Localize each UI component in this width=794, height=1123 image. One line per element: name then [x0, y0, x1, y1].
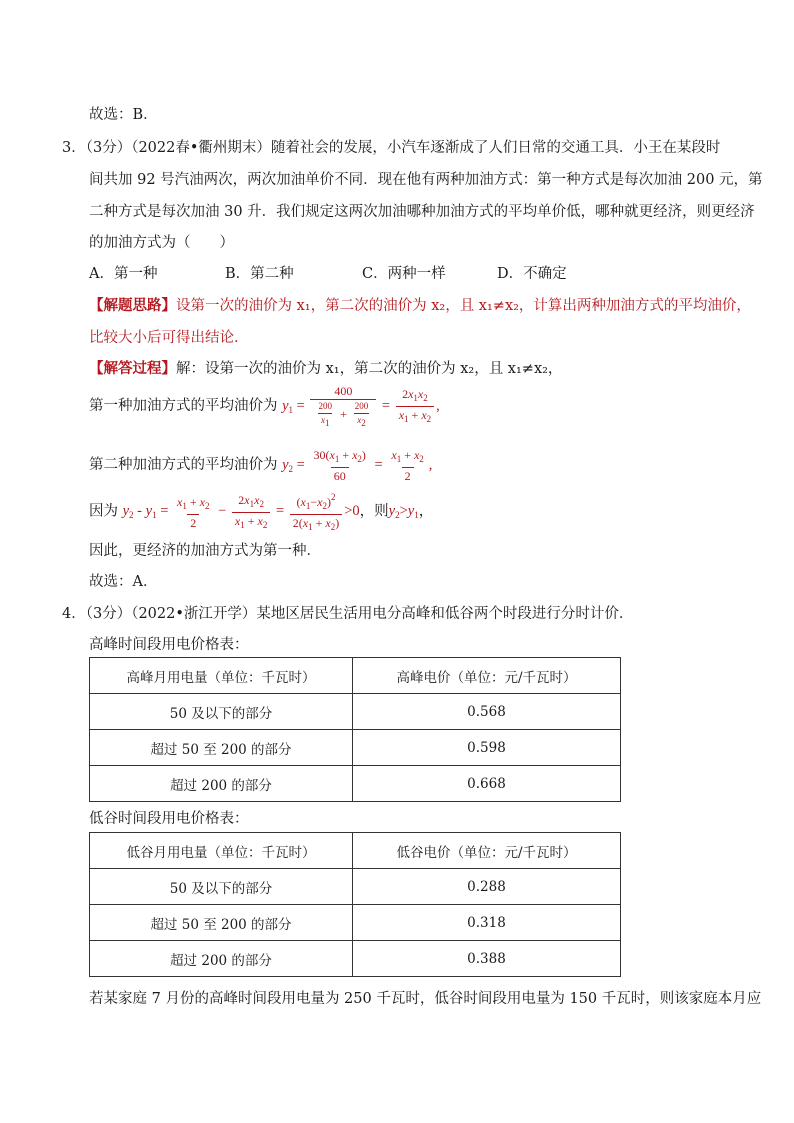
table-row: [90, 730, 621, 766]
q3-conclusion: 因此，更经济的加油方式为第一种．: [89, 543, 321, 559]
q3-then-text: ，则: [359, 503, 389, 520]
q4-number: 4．: [62, 606, 86, 622]
table-row: [90, 941, 621, 977]
table-cell: 0.388: [353, 941, 621, 977]
table-cell: 超过 50 至 200 的部分: [90, 905, 353, 941]
q3-options: [89, 262, 689, 282]
formula-y1: $y_1$ = 400 $\frac{200}{x1}$ + $\frac{200}{x2}$ = $\frac{2x_1x_2}{x_1 + x_2}$ ,: [282, 384, 440, 428]
q3-process-label: 【解答过程】: [89, 360, 176, 377]
q3-because-formula: 因为 $y_2 - y_1$ = $\frac{x_1 + x_2}{2}$ − $\frac{2x_1x_2}{x_1 + x_2}$ = $\frac{(x_1-x_2)^2}{2(x_1 + x_2)}$ >0，则$y_2>y_1$，: [89, 492, 434, 532]
table-cell: 0.288: [353, 869, 621, 905]
q4-valley-table-title: 低谷时间段用电价格表：: [89, 811, 249, 827]
q3-option-b: B．第二种: [225, 266, 294, 282]
q3-first-way-label: 第一种加油方式的平均油价为: [89, 397, 278, 414]
q2-answer: 故选：B．: [89, 107, 158, 123]
q4-stem: [62, 602, 633, 623]
q3-second-way-label: 第二种加油方式的平均油价为: [89, 456, 278, 473]
q4-peak-table-title: 高峰时间段用电价格表：: [89, 637, 249, 653]
table-cell: 0.668: [353, 766, 621, 802]
peak-price-table: [89, 657, 621, 802]
table-cell: 0.568: [353, 694, 621, 730]
q3-idea-line1: [89, 294, 751, 315]
table-row: [90, 905, 621, 941]
q3-answer: 故选：A．: [89, 574, 158, 590]
q3-idea-text: 设第一次的油价为 x₁，第二次的油价为 x₂，且 x₁≠x₂，计算出两种加油方式的平均油价，: [176, 298, 751, 314]
q3-option-c: C．两种一样: [362, 266, 446, 282]
q4-last-line: 若某家庭 7 月份的高峰时间段用电量为 250 千瓦时，低谷时间段用电量为 150 千瓦时，则该家庭本月应: [89, 991, 762, 1007]
q3-meta: （3分）（2022春•衢州期末）: [85, 140, 271, 156]
q3-second-way-formula: [89, 448, 432, 483]
formula-difference: $y_2 - y_1$ = $\frac{x_1 + x_2}{2}$ − $\frac{2x_1x_2}{x_1 + x_2}$ = $\frac{(x_1-x_2)^2}{2(x_1 + x_2)}$ >0: [122, 492, 360, 532]
valley-price-table: [89, 832, 621, 977]
q3-first-way-formula: [89, 384, 440, 429]
table-cell: 50 及以下的部分: [90, 694, 353, 730]
table-header-cell: 高峰电价（单位：元/千瓦时）: [353, 658, 621, 694]
q3-idea-line2: 比较大小后可得出结论．: [89, 330, 249, 346]
table-cell: 超过 50 至 200 的部分: [90, 730, 353, 766]
table-row: [90, 766, 621, 802]
table-cell: 超过 200 的部分: [90, 941, 353, 977]
q3-idea-label: 【解题思路】: [89, 297, 176, 314]
q3-option-a: A．第一种: [89, 266, 158, 282]
table-header-cell: 低谷电价（单位：元/千瓦时）: [353, 833, 621, 869]
table-cell: 超过 200 的部分: [90, 766, 353, 802]
q3-number: 3．: [62, 140, 86, 156]
formula-compare: $y_2>y_1$: [388, 503, 419, 521]
formula-y2: $y_2$ = $\frac{30(x_1 + x_2)}{60}$ = $\frac{x_1 + x_2}{2}$ ,: [282, 448, 433, 483]
table-cell: 50 及以下的部分: [90, 869, 353, 905]
table-row: [90, 694, 621, 730]
q3-because-label: 因为: [89, 503, 118, 520]
q3-process-text: 解：设第一次的油价为 x₁，第二次的油价为 x₂，且 x₁≠x₂，: [176, 361, 563, 377]
table-cell: 0.598: [353, 730, 621, 766]
table-header-row: [90, 833, 621, 869]
q3-stem-line4: 的加油方式为（ ）: [89, 235, 234, 251]
q3-process-line1: [89, 357, 562, 378]
table-header-cell: 低谷月用电量（单位：千瓦时）: [90, 833, 353, 869]
q4-meta: （3分）（2022•浙江开学）: [85, 606, 257, 622]
table-row: [90, 869, 621, 905]
table-header-row: [90, 658, 621, 694]
q3-option-d: D．不确定: [497, 266, 567, 282]
table-header-cell: 高峰月用电量（单位：千瓦时）: [90, 658, 353, 694]
q4-stem-text: 某地区居民生活用电分高峰和低谷两个时段进行分时计价．: [256, 606, 634, 622]
table-cell: 0.318: [353, 905, 621, 941]
q3-stem-text1: 随着社会的发展，小汽车逐渐成了人们日常的交通工具．小王在某段时: [270, 140, 721, 156]
q3-stem-line1: [62, 136, 720, 157]
q3-stem-line2: 间共加 92 号汽油两次，两次加油单价不同．现在他有两种加油方式：第一种方式是每次加油 200 元，第: [89, 172, 763, 188]
q3-stem-line3: 二种方式是每次加油 30 升．我们规定这两次加油哪种加油方式的平均单价低，哪种就更经济，则更经济: [89, 204, 755, 220]
